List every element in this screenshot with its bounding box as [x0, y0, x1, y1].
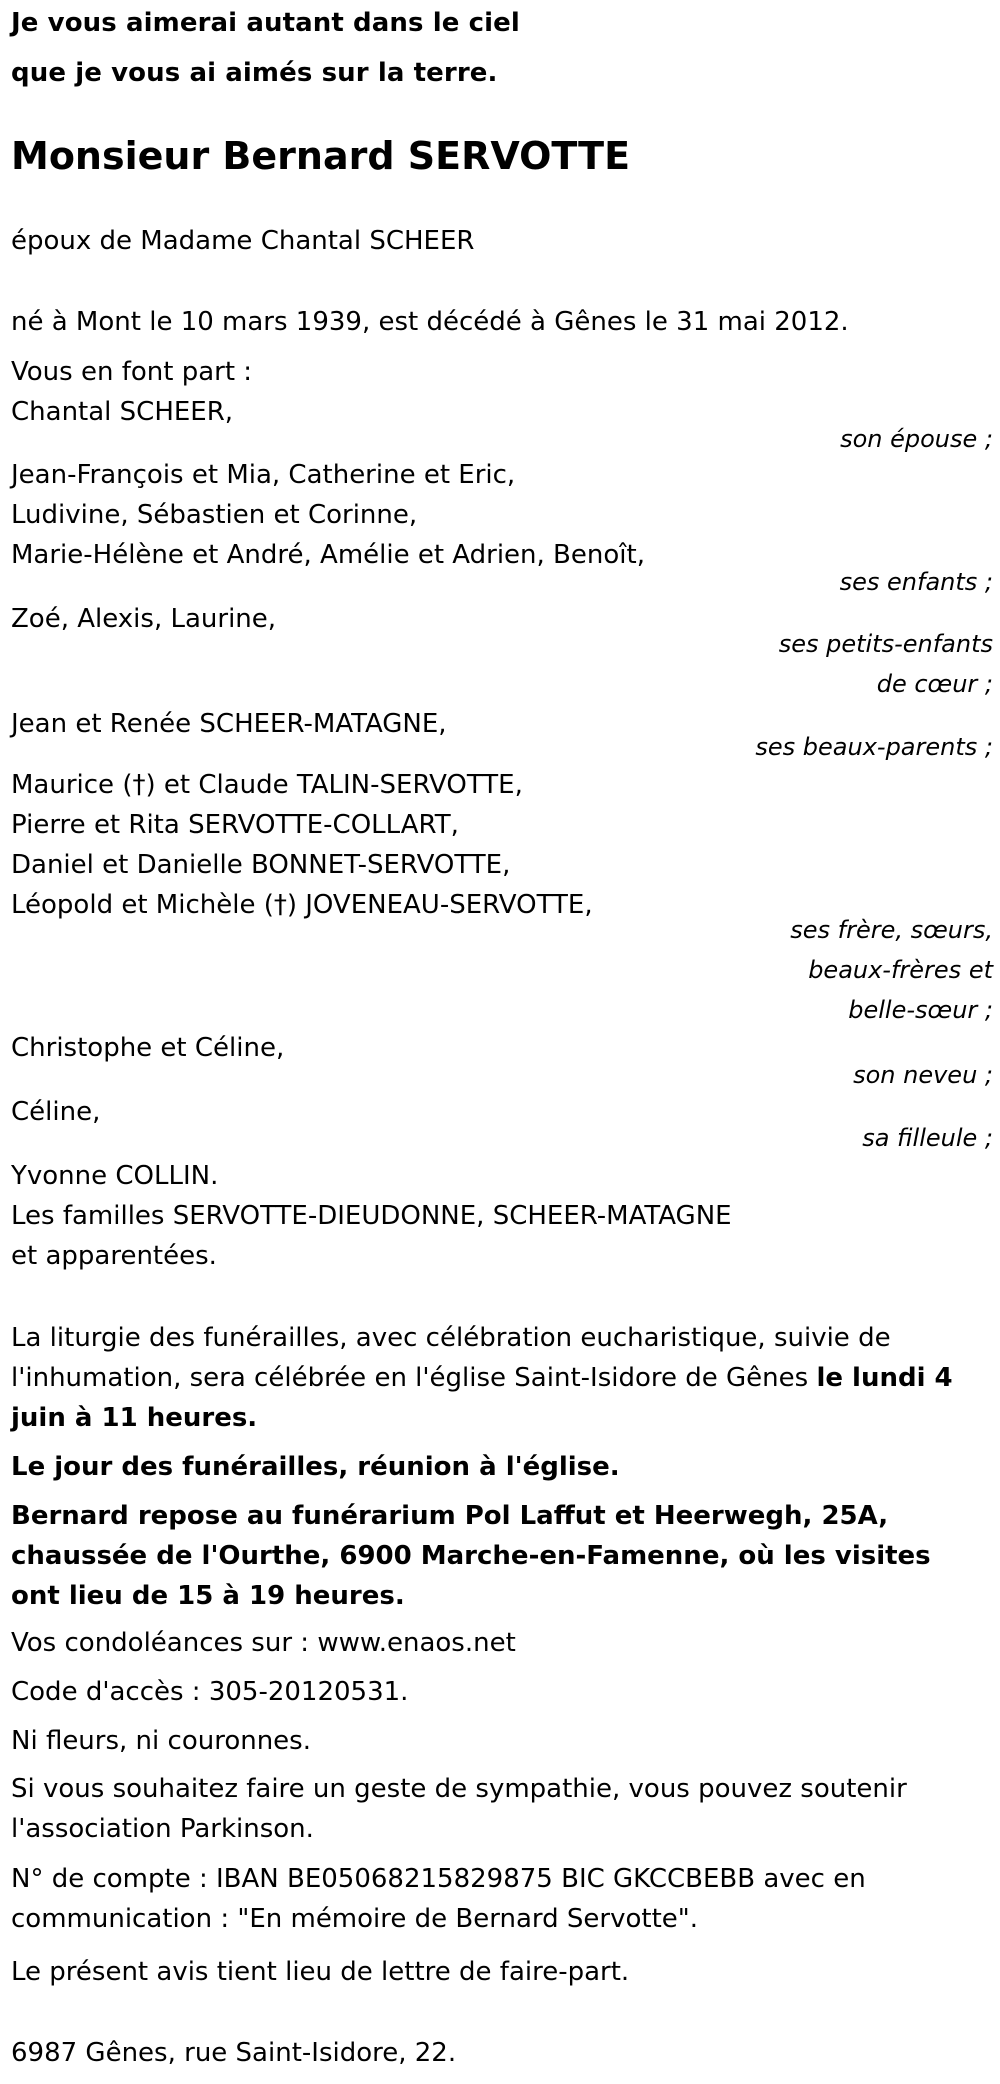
relation-spouse: son épouse ;: [840, 425, 993, 453]
nephew-line: Christophe et Céline,: [11, 1033, 285, 1063]
relation-siblings-2: beaux-frères et: [808, 956, 993, 984]
children-line-1: Jean-François et Mia, Catherine et Eric,: [11, 460, 516, 490]
notice-line: Le présent avis tient lieu de lettre de faire-part.: [11, 1957, 630, 1987]
others-line-3: et apparentées.: [11, 1241, 217, 1271]
siblings-line-1: Maurice (†) et Claude TALIN-SERVOTTE,: [11, 770, 523, 800]
relation-siblings-1: ses frère, sœurs,: [790, 916, 993, 944]
siblings-line-2: Pierre et Rita SERVOTTE-COLLART,: [11, 810, 459, 840]
access-code-line: Code d'accès : 305-20120531.: [11, 1677, 409, 1707]
relation-parents-in-law: ses beaux-parents ;: [755, 733, 993, 761]
no-flowers-line: Ni fleurs, ni couronnes.: [11, 1726, 311, 1756]
relation-nephew: son neveu ;: [853, 1061, 993, 1089]
children-line-2: Ludivine, Sébastien et Corinne,: [11, 500, 418, 530]
relation-siblings-3: belle-sœur ;: [848, 996, 993, 1024]
funerarium-info: Bernard repose au funérarium Pol Laffut et Heerwegh, 25A, chaussée de l'Ourthe, 6900 Marche-en-Famenne, où les visites ont lieu de 15 à 19 heures.: [11, 1501, 931, 1611]
children-line-3: Marie-Hélène et André, Amélie et Adrien, Benoît,: [11, 540, 645, 570]
liturgy-text: La liturgie des funérailles, avec célébration eucharistique, suivie de l'inhumation, sera célébrée en l'église Saint-Isidore de Gênes: [11, 1323, 891, 1393]
epigraph-line-1: Je vous aimerai autant dans le ciel: [11, 8, 520, 38]
liturgy-date: le lundi 4 juin à 11 heures.: [11, 1363, 953, 1433]
others-line-1: Yvonne COLLIN.: [11, 1161, 219, 1191]
relation-children: ses enfants ;: [839, 568, 993, 596]
condolences-line: Vos condoléances sur : www.enaos.net: [11, 1628, 516, 1658]
spouse-line: époux de Madame Chantal SCHEER: [11, 226, 475, 256]
grandchildren-line: Zoé, Alexis, Laurine,: [11, 604, 277, 634]
epigraph-line-2: que je vous ai aimés sur la terre.: [11, 58, 498, 88]
address-line: 6987 Gênes, rue Saint-Isidore, 22.: [11, 2038, 457, 2068]
siblings-line-4: Léopold et Michèle (†) JOVENEAU-SERVOTTE,: [11, 890, 593, 920]
funeral-liturgy: [11, 1318, 986, 1438]
parents-in-law-line: Jean et Renée SCHEER-MATAGNE,: [11, 709, 447, 739]
deceased-name: Monsieur Bernard SERVOTTE: [11, 134, 631, 178]
donation-text: Si vous souhaitez faire un geste de sympathie, vous pouvez soutenir l'association Parkinson.: [11, 1774, 907, 1844]
goddaughter-line: Céline,: [11, 1097, 101, 1127]
spouse-name: Chantal SCHEER,: [11, 397, 234, 427]
relation-goddaughter: sa filleule ;: [862, 1124, 993, 1152]
relation-grandchildren-2: de cœur ;: [876, 670, 993, 698]
announce-intro: Vous en font part :: [11, 357, 253, 387]
relation-grandchildren-1: ses petits-enfants: [778, 630, 993, 658]
birth-death-line: né à Mont le 10 mars 1939, est décédé à Gênes le 31 mai 2012.: [11, 307, 849, 337]
funeral-meeting: Le jour des funérailles, réunion à l'église.: [11, 1452, 620, 1482]
others-line-2: Les familles SERVOTTE-DIEUDONNE, SCHEER-MATAGNE: [11, 1201, 732, 1231]
account-text: N° de compte : IBAN BE05068215829875 BIC GKCCBEBB avec en communication : "En mémoire de Bernard Servotte".: [11, 1864, 866, 1934]
siblings-line-3: Daniel et Danielle BONNET-SERVOTTE,: [11, 850, 511, 880]
